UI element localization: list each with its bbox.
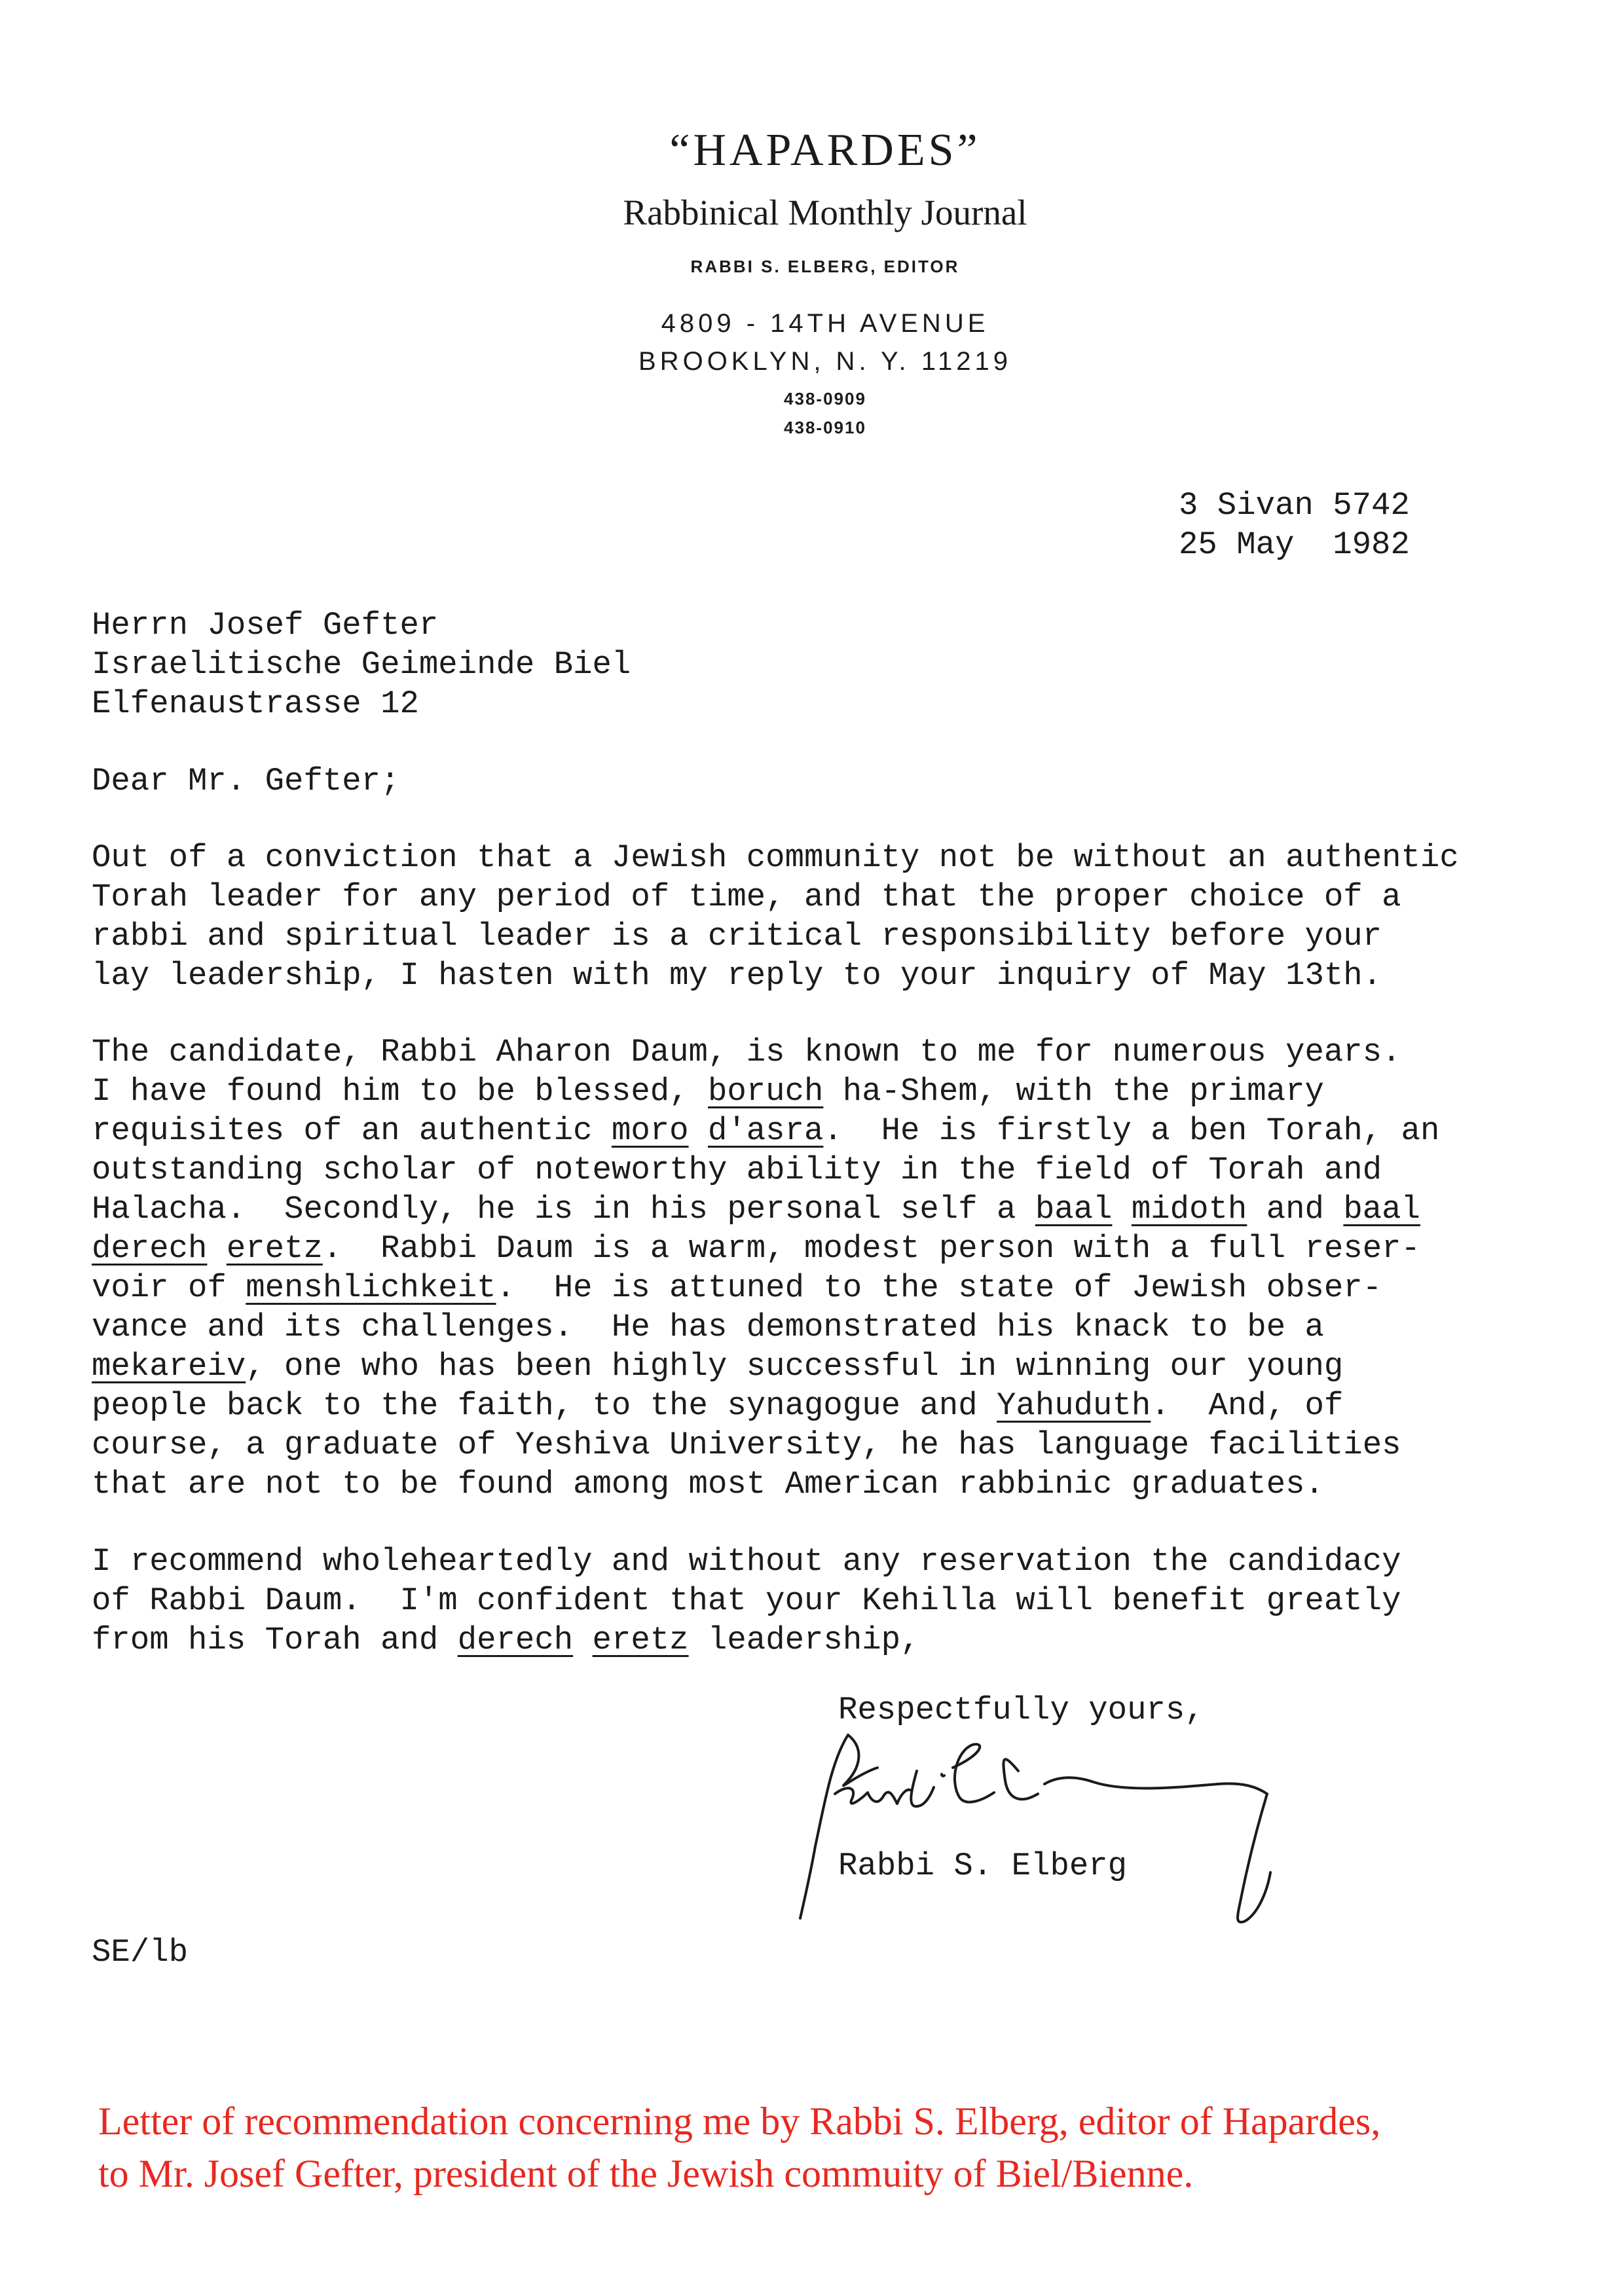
text-line: course, a graduate of Yeshiva University, he has language facilities xyxy=(92,1427,1401,1463)
paragraph-2 xyxy=(92,1032,1439,1504)
text-segment xyxy=(573,1622,592,1658)
caption xyxy=(98,2095,1572,2200)
text-segment: from his Torah and xyxy=(92,1622,458,1658)
text-segment: . And, of xyxy=(1151,1387,1344,1424)
salutation: Dear Mr. Gefter; xyxy=(92,763,400,799)
text-segment: , one who has been highly successful in winning our young xyxy=(246,1348,1344,1385)
text-segment: people back to the faith, to the synagogue and xyxy=(92,1387,997,1424)
underlined-term: d'asra xyxy=(707,1112,824,1149)
text-segment xyxy=(207,1230,226,1267)
city-address: BROOKLYN, N. Y. 11219 xyxy=(638,347,1012,376)
underlined-term: midoth xyxy=(1131,1191,1247,1228)
underlined-term: baal xyxy=(1343,1191,1420,1228)
text-segment: I have found him to be blessed, xyxy=(92,1073,708,1110)
recipient-line: Herrn Josef Gefter xyxy=(92,607,439,644)
text-segment: . He is firstly a ben Torah, an xyxy=(823,1112,1440,1149)
handwritten-signature xyxy=(786,1722,1362,1938)
text-line: of Rabbi Daum. I'm confident that your Kehilla will benefit greatly xyxy=(92,1582,1401,1619)
paragraph-3 xyxy=(92,1542,1401,1660)
text-segment: Halacha. Secondly, he is in his personal self a xyxy=(92,1191,1035,1228)
caption-line: Letter of recommendation concerning me by Rabbi S. Elberg, editor of Hapardes, xyxy=(98,2100,1381,2143)
text-line: lay leadership, I hasten with my reply to your inquiry of May 13th. xyxy=(92,957,1382,994)
underlined-term: moro xyxy=(611,1112,689,1149)
journal-subtitle: Rabbinical Monthly Journal xyxy=(623,192,1027,232)
underlined-term: eretz xyxy=(592,1622,689,1658)
letter-date xyxy=(1179,486,1410,564)
recipient-line: Elfenaustrasse 12 xyxy=(92,685,419,722)
text-segment: requisites of an authentic xyxy=(92,1112,612,1149)
gregorian-date: 25 May 1982 xyxy=(1179,526,1410,563)
text-segment: . Rabbi Daum is a warm, modest person with a full reser- xyxy=(322,1230,1420,1267)
underlined-term: baal xyxy=(1035,1191,1113,1228)
recipient-line: Israelitische Geimeinde Biel xyxy=(92,646,631,683)
text-line: vance and its challenges. He has demonstrated his knack to be a xyxy=(92,1309,1324,1345)
underlined-term: Yahuduth xyxy=(997,1387,1151,1424)
hebrew-date: 3 Sivan 5742 xyxy=(1179,487,1410,524)
text-segment xyxy=(689,1112,708,1149)
text-line: I recommend wholeheartedly and without any reservation the candidacy xyxy=(92,1543,1401,1580)
closing: Respectfully yours, xyxy=(838,1692,1204,1728)
letterhead xyxy=(0,121,1624,442)
text-segment: voir of xyxy=(92,1269,246,1306)
editor-line: RABBI S. ELBERG, EDITOR xyxy=(690,257,960,276)
text-line: The candidate, Rabbi Aharon Daum, is known to me for numerous years. xyxy=(92,1034,1401,1070)
text-line: Torah leader for any period of time, and that the proper choice of a xyxy=(92,879,1401,915)
underlined-term: menshlichkeit xyxy=(246,1269,496,1306)
text-line: outstanding scholar of noteworthy ability in the field of Torah and xyxy=(92,1152,1382,1188)
caption-line: to Mr. Josef Gefter, president of the Jewish commuity of Biel/Bienne. xyxy=(98,2152,1194,2195)
phone-2: 438-0910 xyxy=(784,418,866,437)
text-segment xyxy=(1112,1191,1131,1228)
signatory-name: Rabbi S. Elberg xyxy=(838,1848,1128,1884)
text-line: Out of a conviction that a Jewish community not be without an authentic xyxy=(92,839,1459,876)
journal-title: “HAPARDES” xyxy=(669,125,981,175)
underlined-term: mekareiv xyxy=(92,1348,246,1385)
underlined-term: derech xyxy=(457,1622,574,1658)
street-address: 4809 - 14TH AVENUE xyxy=(661,309,989,338)
text-line: rabbi and spiritual leader is a critical responsibility before your xyxy=(92,918,1382,955)
phone-1: 438-0909 xyxy=(784,389,866,409)
text-segment: leadership, xyxy=(688,1622,920,1658)
underlined-term: boruch xyxy=(707,1073,824,1110)
text-segment: ha-Shem, with the primary xyxy=(823,1073,1324,1110)
underlined-term: eretz xyxy=(226,1230,323,1267)
text-segment: and xyxy=(1247,1191,1344,1228)
paragraph-1 xyxy=(92,838,1459,995)
underlined-term: derech xyxy=(92,1230,208,1267)
recipient-address xyxy=(92,606,631,723)
text-line: that are not to be found among most American rabbinic graduates. xyxy=(92,1466,1324,1503)
text-segment: . He is attuned to the state of Jewish obser- xyxy=(496,1269,1382,1306)
typist-initials: SE/lb xyxy=(92,1934,189,1971)
